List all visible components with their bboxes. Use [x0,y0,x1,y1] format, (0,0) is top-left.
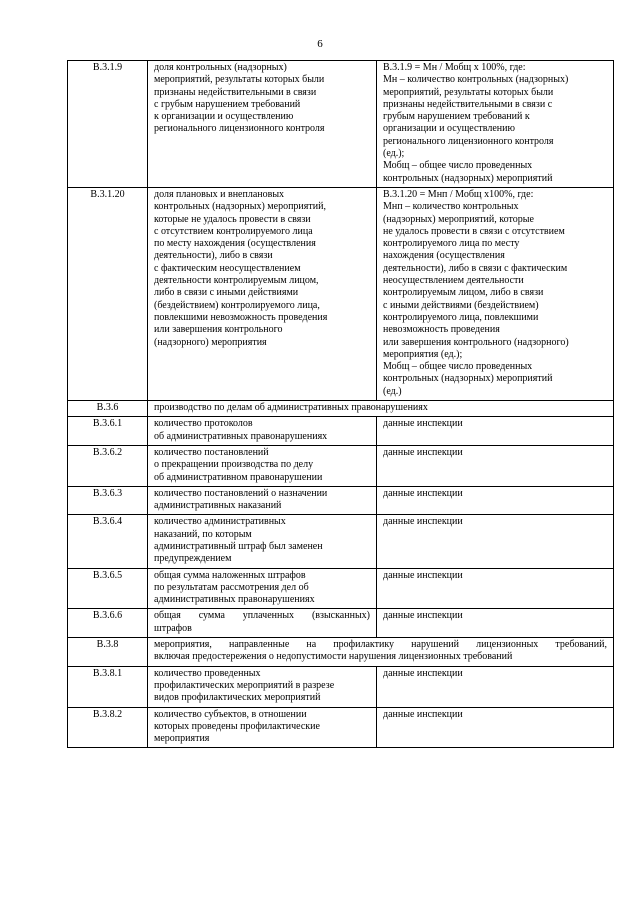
desc-line: включая предостережения о недопустимости нарушения лицензионных требований [154,651,513,663]
desc-line: профилактических мероприятий в разрезе [154,679,335,691]
desc-line: видов профилактических мероприятий [154,692,321,704]
note-line: мероприятий, результаты которых были [383,86,554,98]
indicators-table-body [68,61,614,748]
desc-line: количество протоколов [154,418,253,430]
indicator-description [148,609,377,638]
desc-line: деятельности контролируемым лицом, [154,275,319,287]
indicator-description [148,445,377,486]
note-line: данные инспекции [383,569,463,581]
table-row [68,187,614,400]
table-row [68,515,614,568]
desc-line: производство по делам об административных правонарушениях [154,402,428,414]
indicators-table [67,60,614,748]
table-row [68,568,614,609]
indicator-description [148,515,377,568]
desc-line: с грубым нарушением требований [154,98,301,110]
desc-line: о прекращении производства по делу [154,459,314,471]
indicator-description [148,707,377,748]
indicator-code: В.3.6.5 [68,568,148,609]
note-line: данные инспекции [383,446,463,458]
table-row [68,609,614,638]
note-line: невозможность проведения [383,324,500,336]
indicator-code: В.3.6.1 [68,417,148,446]
table-row [68,486,614,515]
desc-line: признаны недействительными в связи [154,86,317,98]
indicator-code: В.3.6.4 [68,515,148,568]
note-line: контролируемым лицом, либо в связи [383,287,544,299]
note-line: контролируемого лица по месту [383,238,520,250]
indicator-code: В.3.6.2 [68,445,148,486]
note-line: данные инспекции [383,667,463,679]
note-line: регионального лицензионного контроля [383,135,554,147]
note-line: контролируемого лица, повлекшими [383,311,539,323]
indicator-code: В.3.8.2 [68,707,148,748]
desc-line: наказаний, по которым [154,528,252,540]
note-line: не удалось провести в связи с отсутствием [383,225,565,237]
note-line: контрольных (надзорных) мероприятий [383,172,553,184]
note-line: данные инспекции [383,487,463,499]
desc-line: доля контрольных (надзорных) [154,62,287,73]
desc-line: количество проведенных [154,667,261,679]
indicator-description [148,187,377,400]
desc-line: по месту нахождения (осуществления [154,238,316,250]
desc-line: доля плановых и внеплановых [154,188,285,200]
indicator-code: В.3.8 [68,638,148,667]
indicator-code: В.3.6.3 [68,486,148,515]
desc-line: общая сумма уплаченных (взысканных) [154,610,370,622]
desc-line: общая сумма наложенных штрафов [154,569,306,581]
desc-line: количество постановлений [154,446,269,458]
table-row [68,61,614,188]
indicator-code: В.3.1.9 [68,61,148,188]
note-line: В.3.1.20 = Мнп / Мобщ х100%, где: [383,188,534,200]
note-line: мероприятия (ед.); [383,348,463,360]
table-row [68,401,614,417]
desc-line: мероприятий, результаты которых были [154,74,325,86]
desc-line: об административном правонарушении [154,471,323,483]
indicator-code: В.3.6.6 [68,609,148,638]
desc-line: мероприятия, направленные на профилактику нарушений лицензионных требований, [154,639,607,651]
desc-line: административных наказаний [154,500,282,512]
desc-line: которых проведены профилактические [154,720,320,732]
desc-line: количество субъектов, в отношении [154,708,307,720]
desc-line: мероприятия [154,733,210,745]
desc-line: к организации и осуществлению [154,111,294,123]
desc-line: повлекшими невозможность проведения [154,311,328,323]
note-line: В.3.1.9 = Мн / Мобщ х 100%, где: [383,62,526,73]
desc-line: или завершения контрольного [154,324,283,336]
note-line: Мнп – количество контрольных [383,201,519,213]
indicator-description [148,417,377,446]
desc-line: об административных правонарушениях [154,430,328,442]
note-line: (ед.); [383,148,405,160]
desc-line: либо в связи с иными действиями [154,287,299,299]
indicator-formula [377,417,614,446]
indicator-formula [377,515,614,568]
table-row [68,638,614,667]
indicator-formula [377,568,614,609]
note-line: данные инспекции [383,418,463,430]
note-line: организации и осуществлению [383,123,515,135]
desc-line: административный штраф был заменен [154,540,323,552]
indicator-formula [377,707,614,748]
table-row [68,445,614,486]
note-line: данные инспекции [383,708,463,720]
desc-line: (надзорного) мероприятия [154,336,267,348]
desc-line: контрольных (надзорных) мероприятий, [154,201,326,213]
desc-line: регионального лицензионного контроля [154,123,325,135]
note-line: нахождения (осуществления [383,250,505,262]
note-line: контрольных (надзорных) мероприятий [383,373,553,385]
note-line: Мобщ – общее число проведенных [383,160,533,172]
desc-line: (бездействием) контролируемого лица, [154,299,320,311]
indicator-formula [377,61,614,188]
indicator-code: В.3.6 [68,401,148,417]
note-line: неосуществлением деятельности [383,275,524,287]
note-line: грубым нарушением требований к [383,111,530,123]
note-line: данные инспекции [383,610,463,622]
note-line: признаны недействительными в связи с [383,98,553,110]
table-row [68,417,614,446]
note-line: деятельности), либо в связи с фактическим [383,262,568,274]
desc-line: предупреждением [154,553,232,565]
note-line: данные инспекции [383,516,463,528]
indicator-formula [377,187,614,400]
indicator-code: В.3.1.20 [68,187,148,400]
indicator-formula [377,445,614,486]
indicator-description [148,486,377,515]
desc-line: штрафов [154,622,192,634]
indicator-description [148,666,377,707]
indicator-description [148,61,377,188]
section-heading [148,401,614,417]
indicator-formula [377,609,614,638]
desc-line: которые не удалось провести в связи [154,213,311,225]
desc-line: деятельности), либо в связи [154,250,273,262]
note-line: Мн – количество контрольных (надзорных) [383,74,569,86]
desc-line: с отсутствием контролируемого лица [154,225,313,237]
note-line: Мобщ – общее число проведенных [383,361,533,373]
table-row [68,707,614,748]
note-line: или завершения контрольного (надзорного) [383,336,569,348]
desc-line: количество постановлений о назначении [154,487,328,499]
section-heading [148,638,614,667]
note-line: (ед.) [383,385,402,397]
note-line: (надзорных) мероприятий, которые [383,213,534,225]
desc-line: количество административных [154,516,286,528]
indicator-code: В.3.8.1 [68,666,148,707]
desc-line: административных правонарушениях [154,594,315,606]
desc-line: с фактическим неосуществлением [154,262,301,274]
table-row [68,666,614,707]
indicator-description [148,568,377,609]
indicator-formula [377,666,614,707]
desc-line: по результатам рассмотрения дел об [154,581,309,593]
indicator-formula [377,486,614,515]
page-number: 6 [317,38,323,50]
note-line: с иными действиями (бездействием) [383,299,539,311]
